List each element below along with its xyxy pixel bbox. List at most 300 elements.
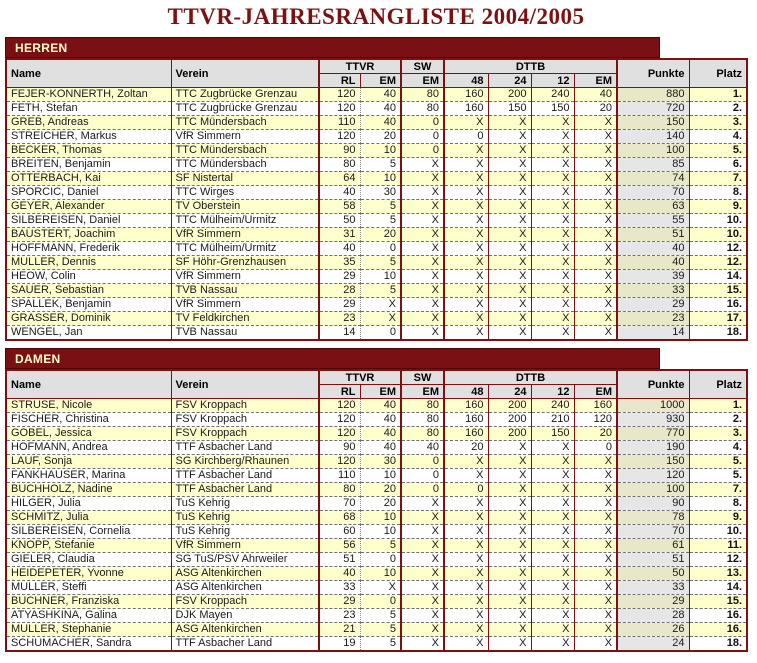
- cell-ttvr-em: 0: [360, 326, 401, 341]
- cell-name: OTTERBACH, Kai: [6, 172, 171, 186]
- cell-ttvr-em: 5: [360, 637, 401, 652]
- table-row: [6, 413, 747, 427]
- table-row: [6, 595, 747, 609]
- cell-dttb-12: X: [531, 298, 574, 312]
- cell-punkte: 70: [617, 525, 689, 539]
- cell-dttb-12: X: [531, 256, 574, 270]
- column-header-ttvr-rl: RL: [319, 74, 360, 88]
- cell-ttvr-rl: 40: [319, 567, 360, 581]
- cell-verein: SF Höhr-Grenzhausen: [171, 256, 319, 270]
- cell-ttvr-em: 5: [360, 623, 401, 637]
- cell-ttvr-rl: 56: [319, 539, 360, 553]
- cell-ttvr-em: 40: [360, 399, 401, 413]
- cell-ttvr-rl: 70: [319, 497, 360, 511]
- table-body: [6, 399, 747, 652]
- cell-dttb-24: X: [488, 130, 531, 144]
- cell-dttb-12: X: [531, 609, 574, 623]
- column-group-sw: SW: [401, 370, 444, 385]
- cell-ttvr-rl: 68: [319, 511, 360, 525]
- column-group-ttvr: TTVR: [319, 59, 401, 74]
- cell-dttb-48: X: [444, 242, 488, 256]
- cell-sw-em: 0: [401, 483, 444, 497]
- cell-ttvr-rl: 90: [319, 144, 360, 158]
- cell-dttb-24: X: [488, 469, 531, 483]
- cell-verein: VfR Simmern: [171, 298, 319, 312]
- column-header-dttb-12: 12: [531, 74, 574, 88]
- cell-ttvr-em: 20: [360, 228, 401, 242]
- cell-name: BREITEN, Benjamin: [6, 158, 171, 172]
- cell-verein: FSV Kroppach: [171, 399, 319, 413]
- column-header-ttvr-rl: RL: [319, 385, 360, 399]
- cell-sw-em: X: [401, 595, 444, 609]
- cell-sw-em: X: [401, 637, 444, 652]
- cell-dttb-em: X: [574, 609, 617, 623]
- cell-dttb-24: X: [488, 200, 531, 214]
- table-row: [6, 214, 747, 228]
- cell-ttvr-em: 0: [360, 553, 401, 567]
- cell-punkte: 100: [617, 144, 689, 158]
- cell-dttb-48: 0: [444, 483, 488, 497]
- cell-punkte: 190: [617, 441, 689, 455]
- cell-platz: 18.: [689, 326, 747, 341]
- cell-dttb-48: 160: [444, 102, 488, 116]
- cell-dttb-em: X: [574, 511, 617, 525]
- cell-name: SPORCIC, Daniel: [6, 186, 171, 200]
- cell-dttb-24: X: [488, 158, 531, 172]
- table-row: [6, 539, 747, 553]
- cell-dttb-24: X: [488, 214, 531, 228]
- cell-sw-em: 80: [401, 88, 444, 102]
- cell-platz: 16.: [689, 609, 747, 623]
- cell-platz: 4.: [689, 441, 747, 455]
- cell-platz: 10.: [689, 525, 747, 539]
- cell-name: STREICHER, Markus: [6, 130, 171, 144]
- cell-ttvr-em: 20: [360, 483, 401, 497]
- column-group-dttb: DTTB: [444, 59, 617, 74]
- cell-dttb-12: X: [531, 228, 574, 242]
- cell-dttb-em: X: [574, 469, 617, 483]
- cell-verein: TV Feldkirchen: [171, 312, 319, 326]
- cell-dttb-12: X: [531, 497, 574, 511]
- cell-ttvr-rl: 33: [319, 581, 360, 595]
- table-row: [6, 581, 747, 595]
- cell-dttb-12: X: [531, 553, 574, 567]
- cell-dttb-24: X: [488, 298, 531, 312]
- cell-ttvr-rl: 80: [319, 483, 360, 497]
- cell-platz: 18.: [689, 637, 747, 652]
- cell-punkte: 14: [617, 326, 689, 341]
- cell-dttb-24: X: [488, 567, 531, 581]
- cell-dttb-em: 0: [574, 441, 617, 455]
- cell-ttvr-rl: 28: [319, 284, 360, 298]
- cell-platz: 3.: [689, 116, 747, 130]
- cell-ttvr-rl: 64: [319, 172, 360, 186]
- table-row: [6, 256, 747, 270]
- cell-dttb-12: 240: [531, 399, 574, 413]
- cell-dttb-24: X: [488, 270, 531, 284]
- cell-verein: TTC Mündersbach: [171, 144, 319, 158]
- cell-verein: ASG Altenkirchen: [171, 567, 319, 581]
- cell-dttb-48: 160: [444, 399, 488, 413]
- column-group-dttb: DTTB: [444, 370, 617, 385]
- cell-sw-em: 0: [401, 116, 444, 130]
- cell-punkte: 720: [617, 102, 689, 116]
- cell-dttb-24: X: [488, 186, 531, 200]
- cell-dttb-12: X: [531, 200, 574, 214]
- cell-dttb-12: X: [531, 312, 574, 326]
- cell-platz: 10.: [689, 228, 747, 242]
- cell-dttb-em: X: [574, 326, 617, 341]
- cell-sw-em: X: [401, 172, 444, 186]
- cell-dttb-12: X: [531, 483, 574, 497]
- cell-name: BUCHNER, Franziska: [6, 595, 171, 609]
- cell-platz: 12.: [689, 242, 747, 256]
- cell-platz: 5.: [689, 144, 747, 158]
- cell-dttb-24: 200: [488, 88, 531, 102]
- cell-sw-em: X: [401, 567, 444, 581]
- cell-dttb-em: X: [574, 144, 617, 158]
- cell-ttvr-rl: 14: [319, 326, 360, 341]
- cell-ttvr-rl: 110: [319, 116, 360, 130]
- cell-ttvr-rl: 120: [319, 88, 360, 102]
- ranking-table: [5, 369, 748, 652]
- cell-platz: 7.: [689, 483, 747, 497]
- cell-dttb-em: 40: [574, 88, 617, 102]
- cell-dttb-24: X: [488, 609, 531, 623]
- cell-dttb-em: 20: [574, 427, 617, 441]
- cell-dttb-48: X: [444, 158, 488, 172]
- cell-dttb-em: X: [574, 581, 617, 595]
- cell-verein: TTC Zugbrücke Grenzau: [171, 102, 319, 116]
- cell-dttb-48: X: [444, 270, 488, 284]
- cell-dttb-em: X: [574, 116, 617, 130]
- cell-dttb-48: X: [444, 497, 488, 511]
- cell-ttvr-em: 10: [360, 525, 401, 539]
- cell-sw-em: X: [401, 312, 444, 326]
- sections-container: [5, 37, 757, 652]
- table-row: [6, 623, 747, 637]
- cell-dttb-24: X: [488, 595, 531, 609]
- cell-punkte: 29: [617, 298, 689, 312]
- section-label: HERREN: [15, 40, 68, 55]
- cell-sw-em: X: [401, 623, 444, 637]
- cell-dttb-48: X: [444, 256, 488, 270]
- cell-sw-em: 80: [401, 427, 444, 441]
- cell-dttb-em: X: [574, 525, 617, 539]
- table-row: [6, 144, 747, 158]
- cell-dttb-12: X: [531, 284, 574, 298]
- cell-dttb-em: X: [574, 228, 617, 242]
- cell-platz: 8.: [689, 186, 747, 200]
- cell-dttb-em: X: [574, 270, 617, 284]
- cell-ttvr-rl: 58: [319, 200, 360, 214]
- cell-punkte: 85: [617, 158, 689, 172]
- cell-dttb-48: 0: [444, 130, 488, 144]
- cell-dttb-24: X: [488, 228, 531, 242]
- cell-verein: TuS Kehrig: [171, 497, 319, 511]
- cell-dttb-12: 150: [531, 102, 574, 116]
- cell-dttb-12: X: [531, 637, 574, 652]
- cell-punkte: 26: [617, 623, 689, 637]
- cell-ttvr-rl: 120: [319, 102, 360, 116]
- cell-platz: 14.: [689, 270, 747, 284]
- cell-ttvr-em: 5: [360, 200, 401, 214]
- cell-ttvr-em: 10: [360, 172, 401, 186]
- cell-dttb-12: X: [531, 455, 574, 469]
- cell-punkte: 150: [617, 116, 689, 130]
- cell-name: WENGEL, Jan: [6, 326, 171, 341]
- column-header-verein: Verein: [171, 370, 319, 399]
- cell-dttb-em: X: [574, 298, 617, 312]
- cell-name: HOFMANN, Andrea: [6, 441, 171, 455]
- table-row: [6, 158, 747, 172]
- section-header-bar: [5, 348, 660, 369]
- cell-dttb-12: X: [531, 186, 574, 200]
- cell-ttvr-em: 40: [360, 116, 401, 130]
- cell-dttb-12: X: [531, 525, 574, 539]
- cell-ttvr-em: 20: [360, 130, 401, 144]
- column-header-platz: Platz: [689, 59, 747, 88]
- cell-ttvr-em: X: [360, 312, 401, 326]
- cell-ttvr-em: 0: [360, 242, 401, 256]
- cell-sw-em: X: [401, 256, 444, 270]
- cell-name: HILGER, Julia: [6, 497, 171, 511]
- cell-platz: 1.: [689, 399, 747, 413]
- cell-verein: FSV Kroppach: [171, 427, 319, 441]
- cell-name: FEJER-KONNERTH, Zoltan: [6, 88, 171, 102]
- cell-ttvr-em: 5: [360, 284, 401, 298]
- cell-dttb-24: X: [488, 539, 531, 553]
- cell-dttb-24: X: [488, 256, 531, 270]
- cell-ttvr-rl: 50: [319, 214, 360, 228]
- cell-ttvr-em: 5: [360, 256, 401, 270]
- cell-verein: VfR Simmern: [171, 228, 319, 242]
- cell-punkte: 51: [617, 228, 689, 242]
- cell-verein: TTC Wirges: [171, 186, 319, 200]
- cell-dttb-48: 160: [444, 413, 488, 427]
- cell-name: BUCHHOLZ, Nadine: [6, 483, 171, 497]
- cell-ttvr-rl: 40: [319, 186, 360, 200]
- cell-dttb-em: 160: [574, 399, 617, 413]
- cell-ttvr-rl: 120: [319, 455, 360, 469]
- cell-ttvr-em: 5: [360, 214, 401, 228]
- cell-ttvr-rl: 80: [319, 158, 360, 172]
- cell-dttb-em: X: [574, 130, 617, 144]
- cell-punkte: 50: [617, 567, 689, 581]
- table-row: [6, 609, 747, 623]
- cell-platz: 9.: [689, 511, 747, 525]
- column-header-sw-em: EM: [401, 74, 444, 88]
- cell-dttb-24: 200: [488, 413, 531, 427]
- table-header: [6, 370, 747, 399]
- cell-dttb-em: 20: [574, 102, 617, 116]
- cell-platz: 15.: [689, 595, 747, 609]
- cell-ttvr-rl: 51: [319, 553, 360, 567]
- cell-verein: FSV Kroppach: [171, 413, 319, 427]
- cell-ttvr-em: X: [360, 581, 401, 595]
- cell-ttvr-rl: 29: [319, 595, 360, 609]
- cell-punkte: 100: [617, 483, 689, 497]
- cell-dttb-12: X: [531, 326, 574, 341]
- cell-sw-em: X: [401, 228, 444, 242]
- cell-verein: TTC Mündersbach: [171, 116, 319, 130]
- cell-dttb-em: X: [574, 595, 617, 609]
- column-header-name: Name: [6, 59, 171, 88]
- cell-ttvr-rl: 40: [319, 242, 360, 256]
- cell-sw-em: 80: [401, 399, 444, 413]
- cell-dttb-48: X: [444, 228, 488, 242]
- cell-dttb-48: X: [444, 298, 488, 312]
- cell-dttb-12: X: [531, 595, 574, 609]
- cell-punkte: 55: [617, 214, 689, 228]
- table-row: [6, 312, 747, 326]
- cell-platz: 6.: [689, 158, 747, 172]
- cell-dttb-em: X: [574, 483, 617, 497]
- cell-sw-em: X: [401, 326, 444, 341]
- cell-ttvr-rl: 21: [319, 623, 360, 637]
- cell-dttb-12: X: [531, 270, 574, 284]
- cell-punkte: 23: [617, 312, 689, 326]
- cell-verein: TVB Nassau: [171, 326, 319, 341]
- column-header-dttb-48: 48: [444, 385, 488, 399]
- table-row: [6, 497, 747, 511]
- cell-punkte: 90: [617, 497, 689, 511]
- cell-dttb-24: X: [488, 284, 531, 298]
- cell-dttb-48: X: [444, 469, 488, 483]
- cell-ttvr-rl: 120: [319, 427, 360, 441]
- table-row: [6, 469, 747, 483]
- cell-dttb-12: X: [531, 130, 574, 144]
- table-header: [6, 59, 747, 88]
- table-row: [6, 511, 747, 525]
- cell-platz: 14.: [689, 581, 747, 595]
- cell-verein: VfR Simmern: [171, 130, 319, 144]
- cell-verein: TTF Asbacher Land: [171, 441, 319, 455]
- cell-sw-em: X: [401, 270, 444, 284]
- cell-dttb-24: X: [488, 581, 531, 595]
- cell-dttb-48: X: [444, 623, 488, 637]
- cell-ttvr-em: 40: [360, 102, 401, 116]
- cell-dttb-em: X: [574, 158, 617, 172]
- cell-dttb-12: X: [531, 144, 574, 158]
- cell-punkte: 33: [617, 284, 689, 298]
- cell-dttb-24: 200: [488, 399, 531, 413]
- cell-punkte: 78: [617, 511, 689, 525]
- cell-platz: 12.: [689, 256, 747, 270]
- cell-punkte: 140: [617, 130, 689, 144]
- cell-dttb-48: X: [444, 511, 488, 525]
- column-header-punkte: Punkte: [617, 370, 689, 399]
- cell-sw-em: 0: [401, 144, 444, 158]
- cell-dttb-24: 150: [488, 102, 531, 116]
- cell-dttb-em: X: [574, 256, 617, 270]
- cell-dttb-48: X: [444, 539, 488, 553]
- table-row: [6, 186, 747, 200]
- cell-punkte: 39: [617, 270, 689, 284]
- cell-dttb-48: X: [444, 525, 488, 539]
- cell-platz: 8.: [689, 497, 747, 511]
- cell-ttvr-em: 10: [360, 469, 401, 483]
- cell-dttb-48: X: [444, 637, 488, 652]
- table-row: [6, 567, 747, 581]
- column-header-dttb-em: EM: [574, 385, 617, 399]
- cell-dttb-24: X: [488, 144, 531, 158]
- cell-dttb-48: X: [444, 595, 488, 609]
- cell-verein: ASG Altenkirchen: [171, 581, 319, 595]
- cell-platz: 10.: [689, 214, 747, 228]
- cell-ttvr-rl: 19: [319, 637, 360, 652]
- cell-platz: 13.: [689, 567, 747, 581]
- cell-name: GOBEL, Jessica: [6, 427, 171, 441]
- cell-verein: SG TuS/PSV Ahrweiler: [171, 553, 319, 567]
- cell-punkte: 33: [617, 581, 689, 595]
- cell-dttb-24: X: [488, 242, 531, 256]
- cell-dttb-em: 120: [574, 413, 617, 427]
- cell-dttb-48: X: [444, 172, 488, 186]
- cell-punkte: 61: [617, 539, 689, 553]
- cell-ttvr-em: 40: [360, 413, 401, 427]
- cell-verein: TV Oberstein: [171, 200, 319, 214]
- cell-dttb-em: X: [574, 497, 617, 511]
- section-label: DAMEN: [15, 351, 61, 366]
- cell-verein: FSV Kroppach: [171, 595, 319, 609]
- table-row: [6, 130, 747, 144]
- cell-punkte: 63: [617, 200, 689, 214]
- cell-platz: 2.: [689, 102, 747, 116]
- column-header-name: Name: [6, 370, 171, 399]
- cell-dttb-24: X: [488, 455, 531, 469]
- ranking-section: [5, 348, 757, 652]
- cell-dttb-12: X: [531, 567, 574, 581]
- cell-name: HEOW, Colin: [6, 270, 171, 284]
- cell-verein: SG Kirchberg/Rhaunen: [171, 455, 319, 469]
- cell-name: BAUSTERT, Joachim: [6, 228, 171, 242]
- cell-platz: 16.: [689, 623, 747, 637]
- cell-dttb-em: X: [574, 623, 617, 637]
- cell-name: MULLER, Stephanie: [6, 623, 171, 637]
- cell-sw-em: X: [401, 581, 444, 595]
- cell-ttvr-em: 40: [360, 441, 401, 455]
- cell-name: SCHUMACHER, Sandra: [6, 637, 171, 652]
- cell-dttb-24: X: [488, 483, 531, 497]
- cell-platz: 5.: [689, 455, 747, 469]
- cell-verein: SF Nistertal: [171, 172, 319, 186]
- cell-ttvr-rl: 29: [319, 298, 360, 312]
- cell-ttvr-em: 40: [360, 88, 401, 102]
- cell-dttb-48: X: [444, 326, 488, 341]
- table-row: [6, 270, 747, 284]
- cell-platz: 7.: [689, 172, 747, 186]
- table-row: [6, 483, 747, 497]
- cell-name: FANKHAUSER, Marina: [6, 469, 171, 483]
- cell-ttvr-em: 5: [360, 609, 401, 623]
- cell-dttb-48: X: [444, 214, 488, 228]
- cell-dttb-em: X: [574, 637, 617, 652]
- cell-platz: 1.: [689, 88, 747, 102]
- cell-dttb-48: X: [444, 144, 488, 158]
- cell-dttb-12: 150: [531, 427, 574, 441]
- cell-name: FETH, Stefan: [6, 102, 171, 116]
- cell-dttb-em: X: [574, 242, 617, 256]
- cell-ttvr-em: 5: [360, 158, 401, 172]
- cell-ttvr-em: 30: [360, 455, 401, 469]
- cell-dttb-12: X: [531, 539, 574, 553]
- cell-name: SILBEREISEN, Cornelia: [6, 525, 171, 539]
- cell-dttb-12: X: [531, 581, 574, 595]
- cell-name: GIELER, Claudia: [6, 553, 171, 567]
- table-row: [6, 553, 747, 567]
- cell-punkte: 770: [617, 427, 689, 441]
